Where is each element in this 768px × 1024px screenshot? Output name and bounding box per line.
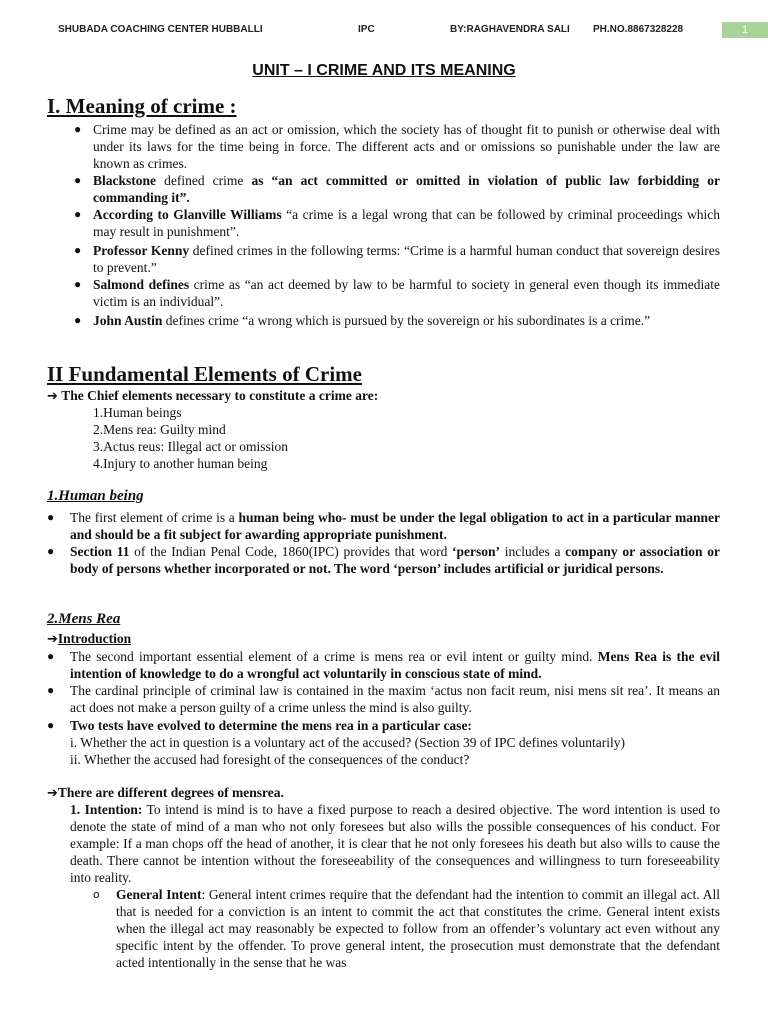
coaching-center-name: SHUBADA COACHING CENTER HUBBALLI [58,24,263,35]
salmond-item: Salmond defines crime as “an act deemed by law to be harmful to society in general even though its immediate victim is an individual”. [93,277,720,309]
author-label: BY:RAGHAVENDRA SALI [450,24,570,35]
bullet-icon: ● [74,277,82,291]
human-being-para-2: Section 11 of the Indian Penal Code, 1860(IPC) provides that word ‘person’ includes a company or association or body of persons whether incorporated or not. The word ‘person’ includes artificial or juridical persons. [70,544,720,576]
bullet-icon: ● [74,243,82,257]
degrees-heading: ➔There are different degrees of mensrea. [47,785,284,801]
test-ii: ii. Whether the accused had foresight of the consequences of the conduct? [70,752,470,767]
subject-label: IPC [358,24,375,35]
element-list-item: 1.Human beings [93,405,182,420]
mens-rea-heading: 2.Mens Rea [47,611,121,627]
kenny-item: Professor Kenny defined crimes in the following terms: “Crime is a harmful human conduct that sovereign desires to prevent.” [93,243,721,275]
test-i: i. Whether the act in question is a voluntary act of the accused? (Section 39 of IPC defines voluntarily) [70,735,625,750]
glanville-williams-item: According to Glanville Williams “a crime is a legal wrong that can be followed by criminal proceedings which may result in punishment”. [93,207,720,239]
mens-rea-tests: Two tests have evolved to determine the mens rea in a particular case: [70,718,472,733]
intention-paragraph: 1. Intention: To intend is mind is to have a fixed purpose to reach a desired objective. The word intention is used to denote the state of mind of a man who not only foresees but also wills the possible consequences of his conduct. For example: If a man chops off the head of another, it is clear that he not only foresees his death but also wills to cause the death. There cannot be intention without the foreseeability of the consequences and willingness to turn foreseeability into reality. [70,802,720,885]
arrow-right-icon: ➔ [47,389,58,404]
page-header [0,22,768,40]
circle-bullet-icon: o [93,888,100,901]
page-number-badge: 1 [722,22,768,38]
section-1-heading: I. Meaning of crime : [47,94,237,118]
blackstone-item: Blackstone defined crime as “an act committed or omitted in violation of public law forbidding or commanding it”. [93,173,720,205]
arrow-right-icon: ➔ [47,786,58,801]
bullet-icon: ● [47,649,55,663]
crime-definition-item: Crime may be defined as an act or omission, which the society has of thought fit to punish or otherwise deal with under its laws for the time being in force. The different acts and or omissions so punishable under the law are known as crimes. [93,122,720,171]
bullet-icon: ● [74,313,82,327]
human-being-para-1: The first element of crime is a human being who- must be under the legal obligation to act in a particular manner and should be a fit subject for awarding appropriate punishment. [70,510,720,542]
bullet-icon: ● [74,173,82,187]
bullet-icon: ● [74,122,82,136]
element-list-item: 3.Actus reus: Illegal act or omission [93,439,288,454]
mens-rea-para-1: The second important essential element of a crime is mens rea or evil intent or guilty mind. Mens Rea is the evil intention of knowledge to do a wrongful act voluntarily in conscious state of mind. [70,649,720,681]
elements-intro: ➔ The Chief elements necessary to constitute a crime are: [47,388,379,404]
mens-rea-para-2: The cardinal principle of criminal law is contained in the maxim ‘actus non facit reum, nisi mens sit rea’. It means an act does not make a person guilty of a crime unless the mind is also guilty. [70,683,720,715]
element-list-item: 4.Injury to another human being [93,456,268,471]
element-list-item: 2.Mens rea: Guilty mind [93,422,226,437]
mens-rea-intro-label: ➔Introduction [47,631,132,647]
bullet-icon: ● [47,510,55,524]
unit-title: UNIT – I CRIME AND ITS MEANING [252,62,516,79]
austin-item: John Austin defines crime “a wrong which is pursued by the sovereign or his subordinates is a crime.” [93,313,651,328]
bullet-icon: ● [47,544,55,558]
general-intent-paragraph: General Intent: General intent crimes require that the defendant had the intention to commit an illegal act. All that is needed for a conviction is an intent to commit the act that constitutes the crime. General intent exists when the illegal act may reasonably be expected to follow from an offender’s voluntary act even without any specific intent by the offender. To prove general intent, the prosecution must demonstrate that the defendant acted intentionally in the sense that he was [116,887,720,970]
section-2-heading: II Fundamental Elements of Crime [47,362,362,386]
bullet-icon: ● [74,207,82,221]
human-being-heading: 1.Human being [47,488,144,504]
arrow-right-icon: ➔ [47,632,58,647]
bullet-icon: ● [47,718,55,732]
phone-label: PH.NO.8867328228 [593,24,684,35]
bullet-icon: ● [47,683,55,697]
